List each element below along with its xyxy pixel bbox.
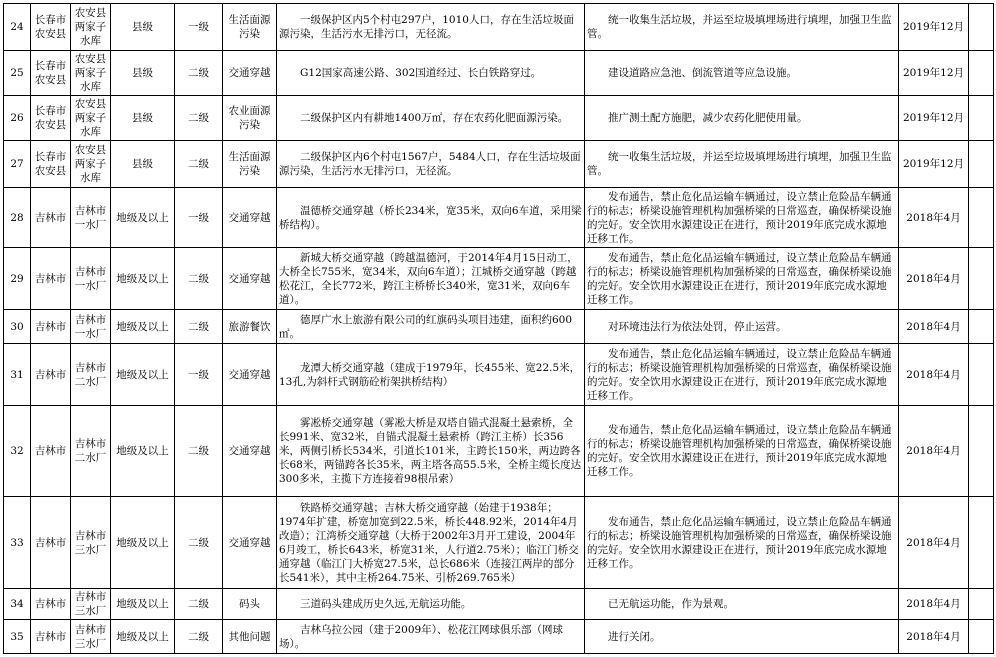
cell-protection-zone: 二级 [175, 248, 223, 310]
cell-level: 县级 [111, 51, 175, 96]
cell-problem-description: 德厚广水上旅游有限公司的红旗码头项目违建，面积约600㎡。 [277, 310, 585, 344]
cell-water-source: 农安县两家子水库 [71, 4, 111, 51]
cell-problem-description: 一级保护区内5个村屯297户，1010人口，存在生活垃圾面源污染，生活污水无排污口，无径流。 [277, 4, 585, 51]
cell-protection-zone: 二级 [175, 620, 223, 654]
cell-remediation-measure: 已无航运功能，作为景观。 [585, 589, 899, 620]
cell-level: 地级及以上 [111, 497, 175, 589]
cell-remediation-measure: 建设道路应急池、倒流管道等应急设施。 [585, 51, 899, 96]
cell-note [969, 51, 994, 96]
cell-number: 26 [4, 96, 31, 141]
cell-city: 吉林市 [31, 248, 71, 310]
cell-city: 吉林市 [31, 188, 71, 248]
cell-problem-description: 雾凇桥交通穿越（雾凇大桥是双塔自锚式混凝土悬索桥，全长991米、宽32米，自锚式混凝土悬索桥（跨江主桥）长356米，两侧引桥长534米，引道长101米，主跨长150米，两边跨各长68米，两锚跨各长35米，两主塔各高55.5米，全桥主缆长度达300多米，主揽下方连接着98根吊索） [277, 406, 585, 497]
cell-protection-zone: 一级 [175, 4, 223, 51]
cell-water-source: 农安县两家子水库 [71, 51, 111, 96]
cell-problem-description: 龙潭大桥交通穿越（建成于1979年，长455米、宽22.5米，13孔,为斜杆式钢筋砼桁架拱桥结构） [277, 344, 585, 406]
cell-problem-type: 旅游餐饮 [223, 310, 277, 344]
cell-problem-description: 三道码头建成历史久远,无航运功能。 [277, 589, 585, 620]
cell-water-source: 吉林市一水厂 [71, 310, 111, 344]
cell-note [969, 4, 994, 51]
cell-note [969, 310, 994, 344]
cell-level: 县级 [111, 4, 175, 51]
cell-number: 35 [4, 620, 31, 654]
water-source-problem-table [3, 3, 994, 654]
cell-water-source: 吉林市二水厂 [71, 344, 111, 406]
cell-problem-type: 交通穿越 [223, 344, 277, 406]
cell-note [969, 620, 994, 654]
cell-level: 地级及以上 [111, 344, 175, 406]
cell-level: 地级及以上 [111, 620, 175, 654]
table-row [4, 497, 994, 589]
cell-deadline: 2018年4月 [899, 344, 969, 406]
cell-city: 长春市农安县 [31, 141, 71, 188]
cell-deadline: 2018年4月 [899, 188, 969, 248]
cell-level: 县级 [111, 96, 175, 141]
table-row [4, 141, 994, 188]
cell-deadline: 2019年12月 [899, 51, 969, 96]
cell-problem-type: 生活面源污染 [223, 4, 277, 51]
table-row [4, 344, 994, 406]
table-row [4, 310, 994, 344]
cell-problem-type: 其他问题 [223, 620, 277, 654]
cell-city: 吉林市 [31, 589, 71, 620]
cell-water-source: 吉林市三水厂 [71, 589, 111, 620]
cell-level: 地级及以上 [111, 310, 175, 344]
cell-number: 32 [4, 406, 31, 497]
cell-number: 27 [4, 141, 31, 188]
cell-number: 25 [4, 51, 31, 96]
cell-level: 地级及以上 [111, 248, 175, 310]
cell-city: 长春市农安县 [31, 4, 71, 51]
cell-remediation-measure: 统一收集生活垃圾，并运至垃圾填埋场进行填埋，加强卫生监管。 [585, 141, 899, 188]
table-row [4, 620, 994, 654]
cell-level: 地级及以上 [111, 188, 175, 248]
cell-water-source: 吉林市一水厂 [71, 248, 111, 310]
cell-remediation-measure: 推广测土配方施肥，减少农药化肥使用量。 [585, 96, 899, 141]
cell-remediation-measure: 发布通告，禁止危化品运输车辆通过，设立禁止危险品车辆通行的标志；桥梁设施管理机构加强桥梁的日常巡查，确保桥梁设施的完好。安全饮用水源建设正在进行，预计2019年底完成水源地迁移工作。 [585, 248, 899, 310]
cell-protection-zone: 二级 [175, 141, 223, 188]
cell-number: 24 [4, 4, 31, 51]
cell-water-source: 农安县两家子水库 [71, 141, 111, 188]
cell-number: 31 [4, 344, 31, 406]
table-row [4, 51, 994, 96]
table-row [4, 589, 994, 620]
cell-remediation-measure: 发布通告，禁止危化品运输车辆通过，设立禁止危险品车辆通行的标志；桥梁设施管理机构加强桥梁的日常巡查，确保桥梁设施的完好。安全饮用水源建设正在进行，预计2019年底完成水源地迁移工作。 [585, 497, 899, 589]
cell-protection-zone: 二级 [175, 51, 223, 96]
cell-protection-zone: 二级 [175, 497, 223, 589]
cell-deadline: 2018年4月 [899, 589, 969, 620]
cell-number: 34 [4, 589, 31, 620]
cell-protection-zone: 二级 [175, 406, 223, 497]
cell-protection-zone: 一级 [175, 188, 223, 248]
cell-problem-description: 二级保护区内有耕地1400万㎡，存在农药化肥面源污染。 [277, 96, 585, 141]
cell-deadline: 2018年4月 [899, 310, 969, 344]
cell-city: 吉林市 [31, 406, 71, 497]
cell-remediation-measure: 对环境违法行为依法处罚，停止运营。 [585, 310, 899, 344]
cell-problem-type: 交通穿越 [223, 188, 277, 248]
cell-protection-zone: 二级 [175, 310, 223, 344]
cell-problem-type: 交通穿越 [223, 51, 277, 96]
cell-remediation-measure: 发布通告，禁止危化品运输车辆通过，设立禁止危险品车辆通行的标志；桥梁设施管理机构加强桥梁的日常巡查，确保桥梁设施的完好。安全饮用水源建设正在进行，预计2019年底完成水源地迁移工作。 [585, 344, 899, 406]
cell-city: 吉林市 [31, 497, 71, 589]
cell-level: 地级及以上 [111, 406, 175, 497]
cell-problem-description: 二级保护区内6个村屯1567户，5484人口，存在生活垃圾面源污染，生活污水无排污口，无径流。 [277, 141, 585, 188]
cell-protection-zone: 二级 [175, 589, 223, 620]
cell-problem-description: 铁路桥交通穿越；吉林大桥交通穿越（始建于1938年；1974年扩建，桥宽加宽到22.5米，桥长448.92米，2014年4月改造）；江湾桥交通穿越（大桥于2002年3月开工建设，2004年6月竣工，桥长643米，桥宽31米，人行道2.75米）；临江门桥交通穿越（临江门大桥宽27.5米，总长686米（连接江两岸的部分长541米），其中主桥264.75米、引桥269.765米） [277, 497, 585, 589]
cell-note [969, 497, 994, 589]
table-row [4, 188, 994, 248]
table-row [4, 248, 994, 310]
cell-note [969, 141, 994, 188]
cell-deadline: 2019年12月 [899, 4, 969, 51]
cell-deadline: 2018年4月 [899, 406, 969, 497]
cell-number: 29 [4, 248, 31, 310]
cell-number: 28 [4, 188, 31, 248]
cell-problem-description: G12国家高速公路、302国道经过、长白铁路穿过。 [277, 51, 585, 96]
cell-remediation-measure: 发布通告，禁止危化品运输车辆通过，设立禁止危险品车辆通行的标志；桥梁设施管理机构加强桥梁的日常巡查，确保桥梁设施的完好。安全饮用水源建设正在进行，预计2019年底完成水源地迁移工作。 [585, 406, 899, 497]
cell-water-source: 吉林市二水厂 [71, 406, 111, 497]
cell-city: 吉林市 [31, 310, 71, 344]
cell-problem-description: 新城大桥交通穿越（跨越温德河，于2014年4月15日动工，大桥全长755米，宽34米，双向6车道）；江城桥交通穿越（跨越松花江，全长772米，跨江主桥桥长340米，宽31米，双向6车道）。 [277, 248, 585, 310]
cell-deadline: 2019年12月 [899, 96, 969, 141]
cell-note [969, 589, 994, 620]
cell-city: 吉林市 [31, 344, 71, 406]
cell-remediation-measure: 进行关闭。 [585, 620, 899, 654]
cell-number: 33 [4, 497, 31, 589]
cell-problem-type: 交通穿越 [223, 406, 277, 497]
cell-note [969, 406, 994, 497]
cell-problem-type: 交通穿越 [223, 248, 277, 310]
cell-water-source: 吉林市三水厂 [71, 497, 111, 589]
cell-deadline: 2019年12月 [899, 141, 969, 188]
cell-protection-zone: 二级 [175, 96, 223, 141]
cell-note [969, 188, 994, 248]
cell-problem-type: 交通穿越 [223, 497, 277, 589]
cell-water-source: 吉林市一水厂 [71, 188, 111, 248]
cell-note [969, 248, 994, 310]
cell-deadline: 2018年4月 [899, 620, 969, 654]
cell-problem-description: 吉林乌拉公园（建于2009年）、松花江网球俱乐部（网球场）。 [277, 620, 585, 654]
cell-water-source: 农安县两家子水库 [71, 96, 111, 141]
cell-water-source: 吉林市三水厂 [71, 620, 111, 654]
cell-problem-type: 码头 [223, 589, 277, 620]
cell-remediation-measure: 统一收集生活垃圾，并运至垃圾填埋场进行填埋，加强卫生监管。 [585, 4, 899, 51]
cell-level: 地级及以上 [111, 589, 175, 620]
cell-city: 长春市农安县 [31, 51, 71, 96]
cell-note [969, 96, 994, 141]
cell-problem-type: 农业面源污染 [223, 96, 277, 141]
cell-deadline: 2018年4月 [899, 497, 969, 589]
table-row [4, 4, 994, 51]
cell-city: 吉林市 [31, 620, 71, 654]
cell-note [969, 344, 994, 406]
cell-remediation-measure: 发布通告，禁止危化品运输车辆通过，设立禁止危险品车辆通行的标志；桥梁设施管理机构加强桥梁的日常巡查，确保桥梁设施的完好。安全饮用水源建设正在进行，预计2019年底完成水源地迁移工作。 [585, 188, 899, 248]
cell-level: 县级 [111, 141, 175, 188]
cell-deadline: 2018年4月 [899, 248, 969, 310]
table-row [4, 96, 994, 141]
table-row [4, 406, 994, 497]
cell-problem-type: 生活面源污染 [223, 141, 277, 188]
cell-protection-zone: 一级 [175, 344, 223, 406]
cell-problem-description: 温德桥交通穿越（桥长234米，宽35米，双向6车道，采用梁桥结构）。 [277, 188, 585, 248]
cell-city: 长春市农安县 [31, 96, 71, 141]
cell-number: 30 [4, 310, 31, 344]
